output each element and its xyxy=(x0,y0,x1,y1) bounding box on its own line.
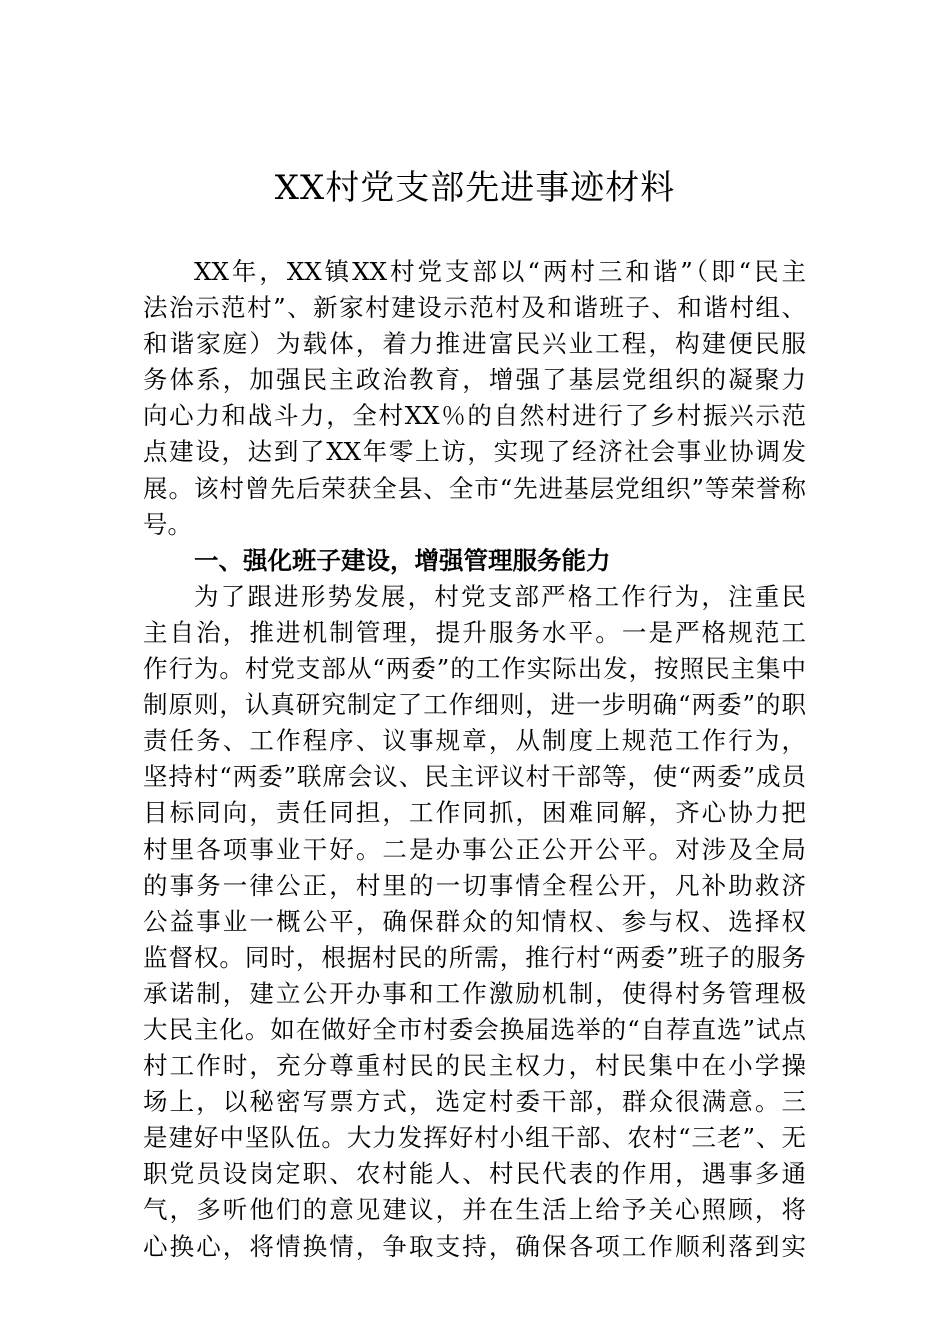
text-line: 展。该村曾先后荣获全县、全市“先进基层党组织”等荣誉称 xyxy=(143,473,806,503)
text-line: 向心力和战斗力，全村XX％的自然村进行了乡村振兴示范 xyxy=(143,401,806,431)
text-line: 为了跟进形势发展，村党支部严格工作行为，注重民 xyxy=(194,581,806,611)
text-line: 职党员设岗定职、农村能人、村民代表的作用，遇事多通 xyxy=(143,1159,806,1189)
text-line: 公益事业一概公平，确保群众的知情权、参与权、选择权 xyxy=(143,906,806,936)
document-title: XX村党支部先进事迹材料 xyxy=(274,168,676,208)
paragraph-section-1 xyxy=(143,579,806,1265)
text-line: 目标同向，责任同担，工作同抓，困难同解，齐心协力把 xyxy=(143,798,806,828)
text-line: 务体系，加强民主政治教育，增强了基层党组织的凝聚力 xyxy=(143,365,806,395)
text-line: XX年，XX镇XX村党支部以“两村三和谐”（即“民主 xyxy=(194,257,806,286)
text-line: 监督权。同时，根据村民的所需，推行村“两委”班子的服务 xyxy=(143,942,806,972)
text-line: 承诺制，建立公开办事和工作激励机制，使得村务管理极 xyxy=(143,978,806,1008)
text-line: 制原则，认真研究制定了工作细则，进一步明确“两委”的职 xyxy=(143,690,806,720)
section-heading: 一、强化班子建设，增强管理服务能力 xyxy=(194,545,611,575)
text-line: 心换心，将情换情，争取支持，确保各项工作顺利落到实 xyxy=(143,1231,806,1261)
text-line: 主自治，推进机制管理，提升服务水平。一是严格规范工 xyxy=(143,617,806,647)
text-line: 的事务一律公正，村里的一切事情全程公开，凡补助救济 xyxy=(143,870,806,900)
text-line: 村工作时，充分尊重村民的民主权力，村民集中在小学操 xyxy=(143,1051,806,1081)
text-line: 大民主化。如在做好全市村委会换届选举的“自荐直选”试点 xyxy=(143,1014,806,1044)
text-line: 是建好中坚队伍。大力发挥好村小组干部、农村“三老”、无 xyxy=(143,1123,806,1153)
paragraph-intro xyxy=(143,254,806,543)
text-line: 责任务、工作程序、议事规章，从制度上规范工作行为， xyxy=(143,726,806,756)
text-line: 村里各项事业干好。二是办事公正公开公平。对涉及全局 xyxy=(143,834,806,864)
text-line: 点建设，达到了XX年零上访，实现了经济社会事业协调发 xyxy=(143,437,806,467)
text-line: 坚持村“两委”联席会议、民主评议村干部等，使“两委”成员 xyxy=(143,762,806,792)
document-body xyxy=(143,254,806,1265)
text-line: 法治示范村”、新家村建设示范村及和谐班子、和谐村组、 xyxy=(143,293,806,323)
text-line: 场上，以秘密写票方式，选定村委干部，群众很满意。三 xyxy=(143,1087,806,1117)
text-line: 和谐家庭）为载体，着力推进富民兴业工程，构建便民服 xyxy=(143,329,806,359)
text-line: 气，多听他们的意见建议，并在生活上给予关心照顾，将 xyxy=(143,1195,806,1225)
text-line: 作行为。村党支部从“两委”的工作实际出发，按照民主集中 xyxy=(143,654,806,684)
text-line: 号。 xyxy=(143,509,192,539)
